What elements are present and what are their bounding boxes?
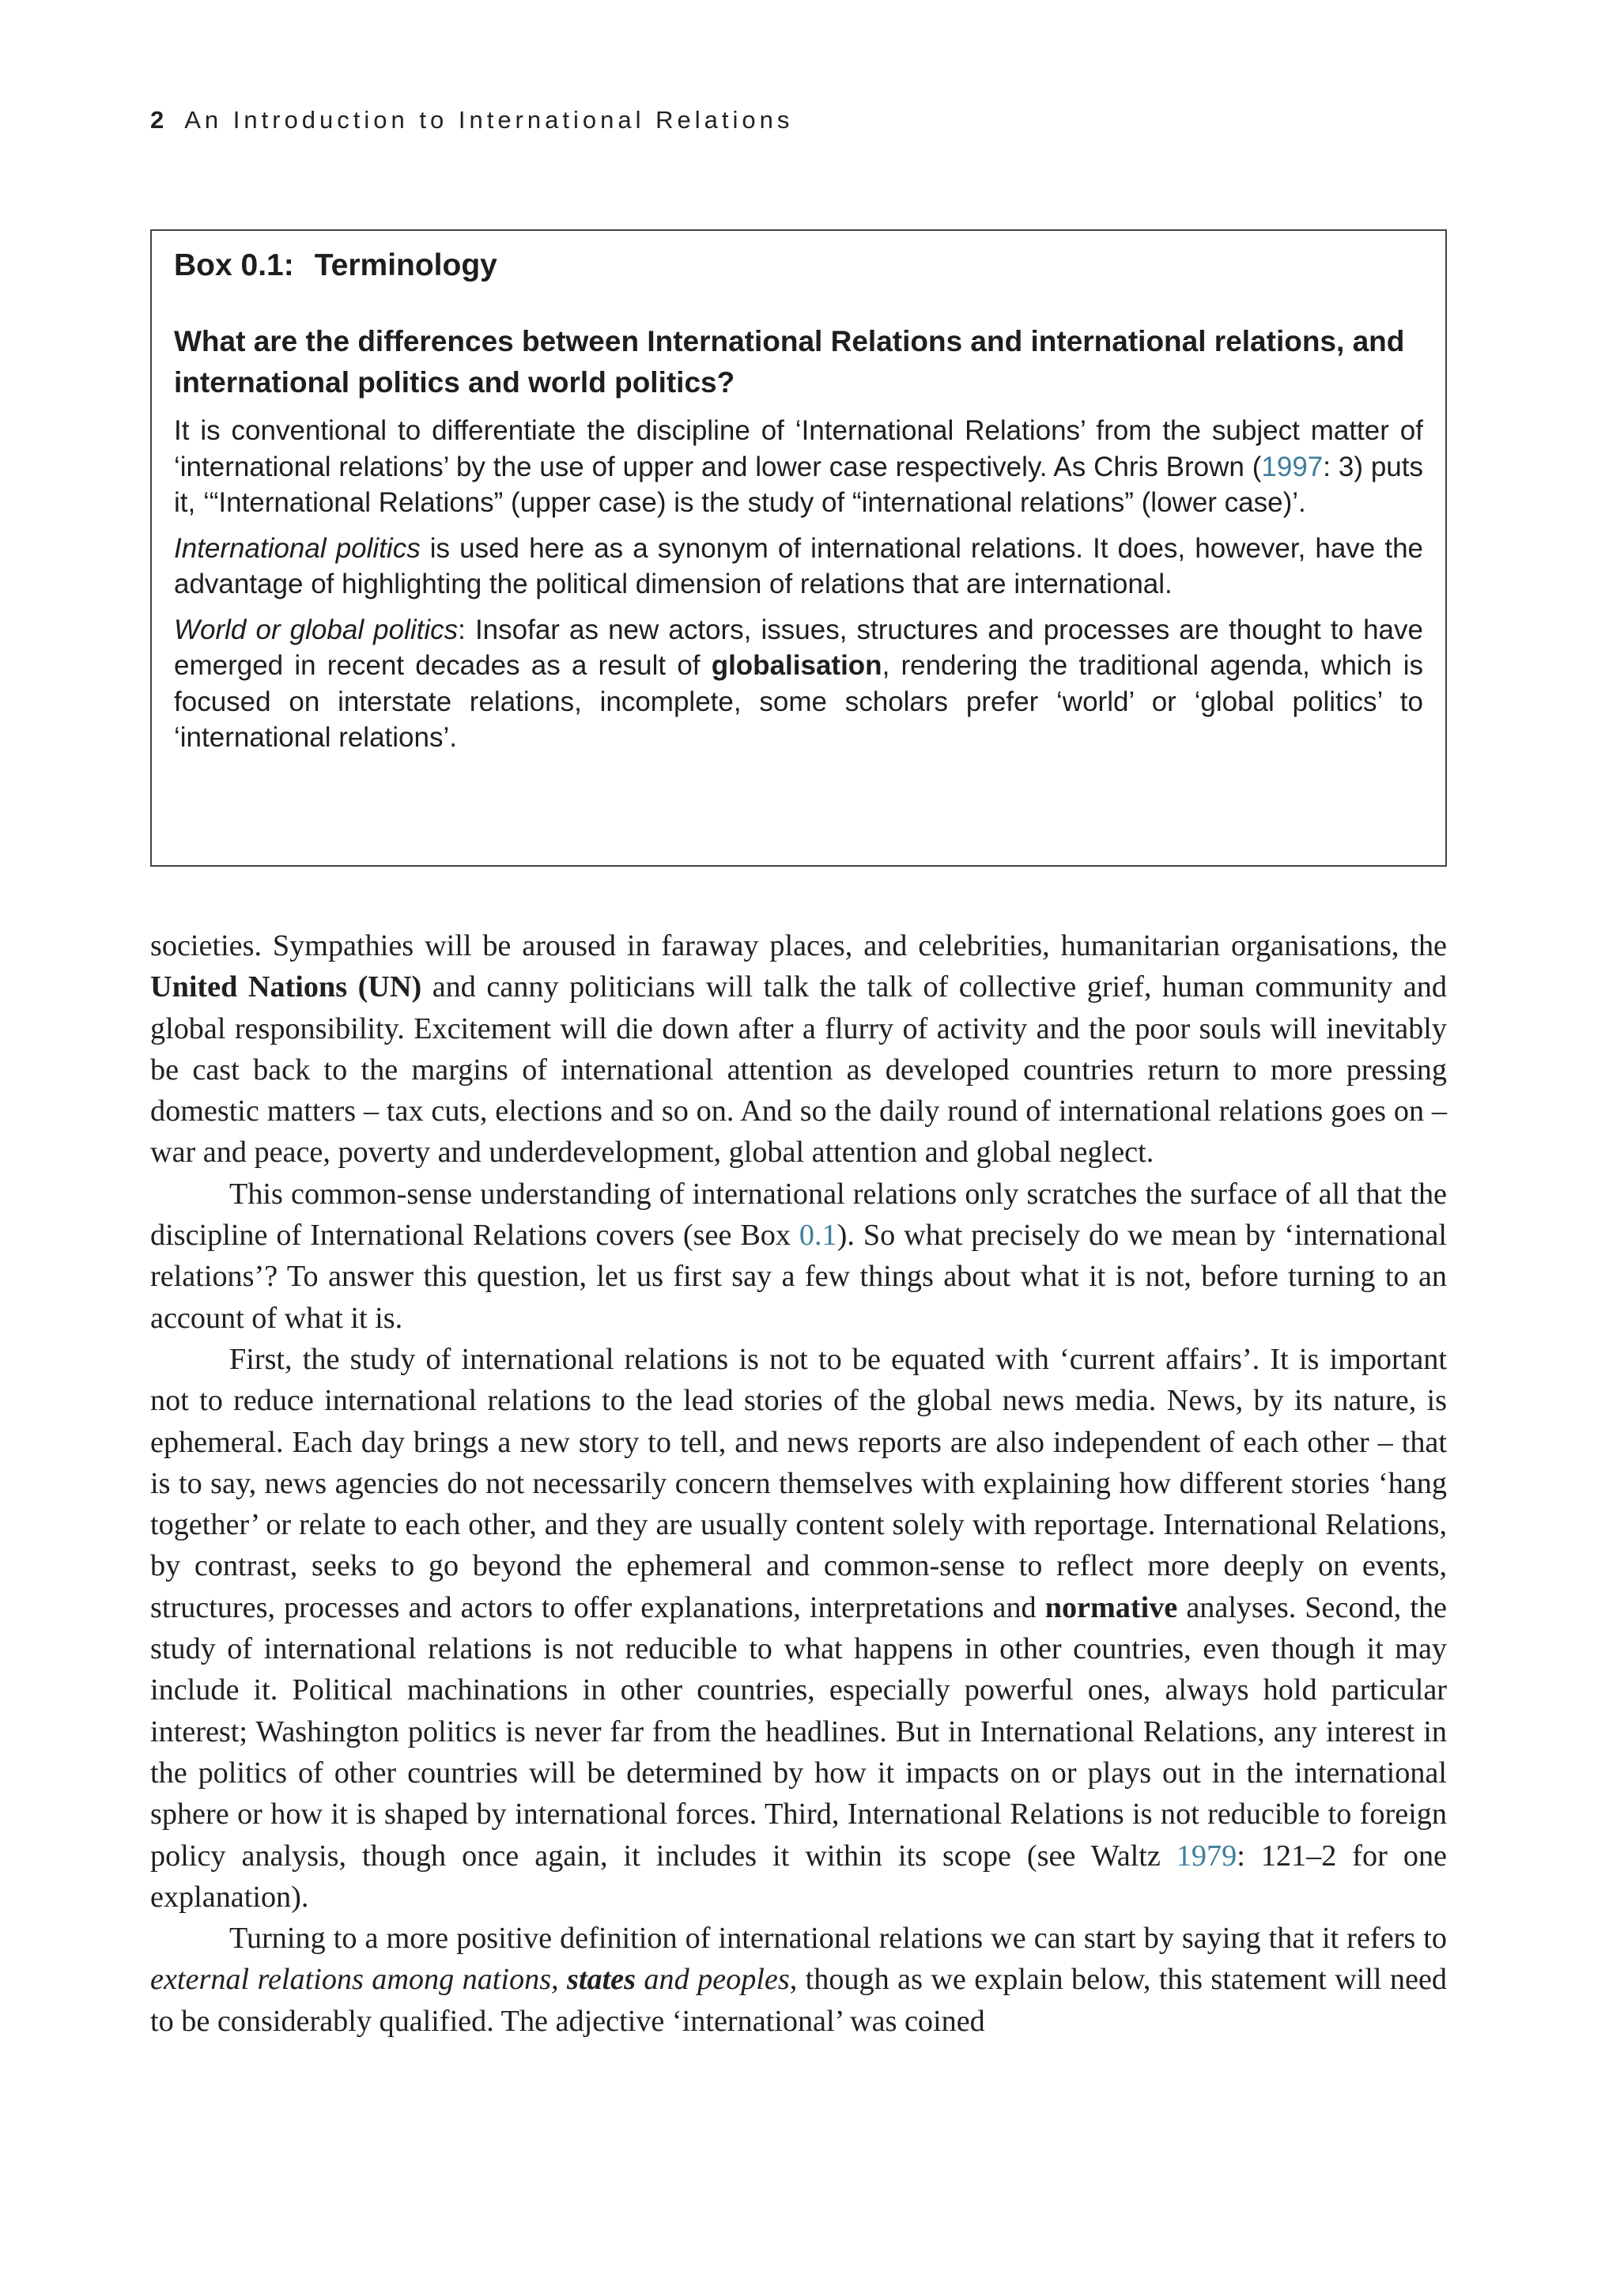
box-p1-text-b: : 3) puts it, ‘“International Relations” (upper case) is the study of “international relations” (lower case)’. <box>174 451 1423 518</box>
terminology-box <box>150 229 1447 867</box>
para4-text-b: , though as we explain below, this statement will need to be considerably qualified. The adjective ‘international’ was coined <box>150 1963 1447 2038</box>
glossary-term-un: United Nations (UN) <box>150 970 422 1004</box>
body-text <box>150 925 1447 2042</box>
running-head <box>150 106 793 134</box>
box-p3-text-b: , rendering the traditional agenda, which is focused on interstate relations, incomplete, some scholars prefer ‘world’ or ‘global politics’ to ‘international relations’. <box>174 650 1423 753</box>
box-paragraph-2 <box>174 531 1423 603</box>
para2-text-a: This common-sense understanding of international relations only scratches the surface of all that the discipline of International Relations covers (see Box <box>150 1177 1447 1253</box>
para3-text-b: analyses. Second, the study of international relations is not reducible to what happens in other countries, even though it may include it. Political machinations in other countries, especially powerful ones, always hold particular interest; Washington politics is never far from the headlines. But in International Relations, any interest in the politics of other countries will be determined by how it impacts on or plays out in the international sphere or how it is shaped by international forces. Third, International Relations is not reducible to foreign policy analysis, though once again, it includes it within its scope (see Waltz <box>150 1590 1447 1873</box>
box-reference-link[interactable]: 0.1 <box>799 1219 837 1253</box>
para4-text-a: Turning to a more positive definition of international relations we can start by saying that it refers to <box>229 1922 1447 1956</box>
glossary-term-normative: normative <box>1044 1590 1178 1624</box>
para3-text-a: First, the study of international relations is not to be equated with ‘current affairs’. It is important not to reduce international relations to the lead stories of the global news media. News, by its nature, is ephemeral. Each day brings a new story to tell, and news reports are also independent of each other – that is to say, news agencies do not necessarily concern themselves with explaining how different stories ‘hang together’ or relate to each other, and they are usually content solely with reportage. International Relations, by contrast, seeks to go beyond the ephemeral and common-sense to reflect more deeply on events, structures, processes and actors to offer explanations, interpretations and <box>150 1342 1447 1624</box>
running-title: An Introduction to International Relations <box>184 106 794 134</box>
glossary-term-states: states <box>567 1963 636 1997</box>
box-label: Box 0.1: <box>174 248 294 282</box>
box-p2-text: is used here as a synonym of international relations. It does, however, have the advantage of highlighting the political dimension of relations that are international. <box>174 532 1424 599</box>
box-paragraph-3 <box>174 612 1423 756</box>
box-p1-text-a: It is conventional to differentiate the discipline of ‘International Relations’ from the subject matter of ‘international relations’ by the use of upper and lower case respectively. As Chris Brown ( <box>174 415 1423 482</box>
body-paragraph-1 <box>150 925 1447 1174</box>
box-paragraph-1 <box>174 413 1423 521</box>
box-p2-lead: International politics <box>174 532 421 564</box>
para3-text-c: : 121–2 for one explanation). <box>150 1839 1447 1914</box>
page-number: 2 <box>150 106 164 134</box>
citation-link-1997[interactable]: 1997 <box>1261 451 1324 482</box>
box-question: What are the differences between International Relations and international relations, and international politics and world politics? <box>174 325 1405 399</box>
glossary-term-globalisation: globalisation <box>711 650 882 681</box>
para1-text-a: societies. Sympathies will be aroused in faraway places, and celebrities, humanitarian organisations, the <box>150 929 1447 962</box>
body-paragraph-2 <box>150 1174 1447 1339</box>
para1-text-b: and canny politicians will talk the talk of collective grief, human community and global responsibility. Excitement will die down after a flurry of activity and the poor souls will inevitably be cast back to the margins of international attention as developed countries return to more pressing domestic matters – tax cuts, elections and so on. And so the daily round of international relations goes on – war and peace, poverty and underdevelopment, global attention and global neglect. <box>150 970 1447 1170</box>
body-paragraph-3 <box>150 1339 1447 1918</box>
body-paragraph-4 <box>150 1918 1447 2042</box>
citation-link-1979[interactable]: 1979 <box>1176 1839 1237 1873</box>
para4-italic-1: external relations among nations, <box>150 1963 567 1997</box>
box-title-text: Terminology <box>314 248 497 282</box>
box-p3-lead: World or global politics <box>174 614 459 645</box>
para2-text-b: ). So what precisely do we mean by ‘international relations’? To answer this question, let us first say a few things about what it is not, before turning to an account of what it is. <box>150 1219 1447 1335</box>
box-p3-text-a: : Insofar as new actors, issues, structures and processes are thought to have emerged in recent decades as a result of <box>174 614 1423 681</box>
box-title <box>174 242 1423 289</box>
para4-italic-2: and peoples <box>636 1963 790 1997</box>
